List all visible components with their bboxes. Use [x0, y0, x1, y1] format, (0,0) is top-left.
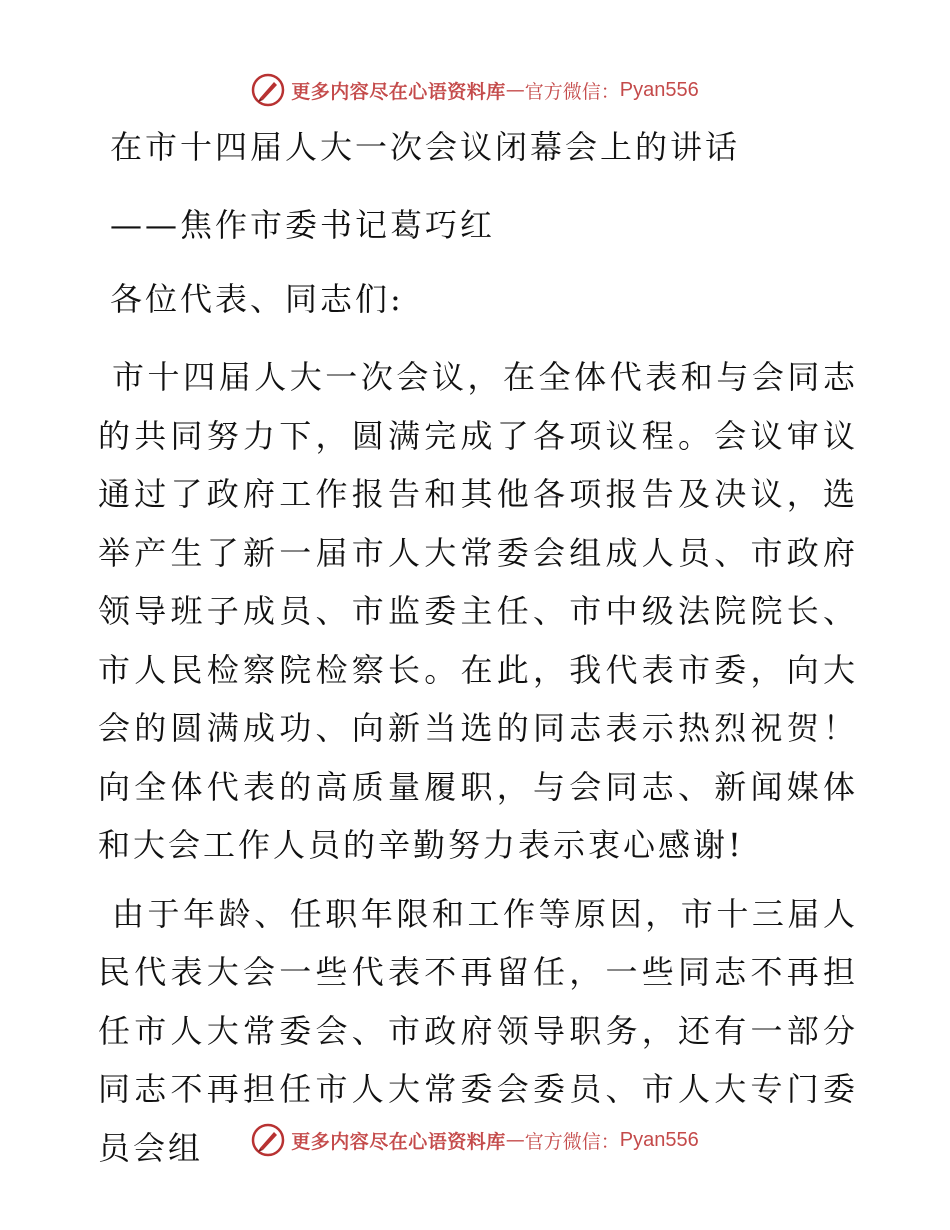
document-greeting: 各位代表、同志们: [110, 280, 404, 318]
footer-banner [0, 1120, 950, 1160]
banner-text: 更多内容尽在心语资料库 [291, 1130, 506, 1153]
banner-separator: — [505, 79, 525, 101]
banner-wechat-label: 官方微信： [524, 1130, 620, 1153]
quill-pen-icon [251, 73, 285, 107]
banner-wechat-id: Pyan556 [619, 78, 699, 101]
header-banner [0, 70, 950, 110]
quill-pen-icon [251, 1123, 285, 1157]
banner-text: 更多内容尽在心语资料库 [291, 80, 506, 103]
document-title: 在市十四届人大一次会议闭幕会上的讲话 [110, 128, 741, 166]
banner-wechat-id: Pyan556 [619, 1128, 699, 1151]
document-body [98, 124, 858, 1187]
banner-wechat-label: 官方微信： [524, 80, 620, 103]
paragraph-2: 由于年龄、任职年限和工作等原因，市十三届人民代表大会一些代表不再留任，一些同志不再担任市人大常委会、市政府领导职务，还有一部分同志不再担任市人大常委会委员、市人大专门委员会组 [98, 894, 858, 1167]
paragraph-1: 市十四届人大一次会议，在全体代表和与会同志的共同努力下，圆满完成了各项议程。会议审议通过了政府工作报告和其他各项报告及决议，选举产生了新一届市人大常委会组成人员、市政府领导班子成员、市监委主任、市中级法院院长、市人民检察院检察长。在此，我代表市委，向大会的圆满成功、向新当选的同志表示热烈祝贺！向全体代表的高质量履职，与会同志、新闻媒体和大会工作人员的辛勤努力表示衷心感谢! [98, 358, 858, 864]
banner-separator: — [505, 1129, 525, 1151]
document-author: ——焦作市委书记葛巧红 [110, 206, 496, 244]
